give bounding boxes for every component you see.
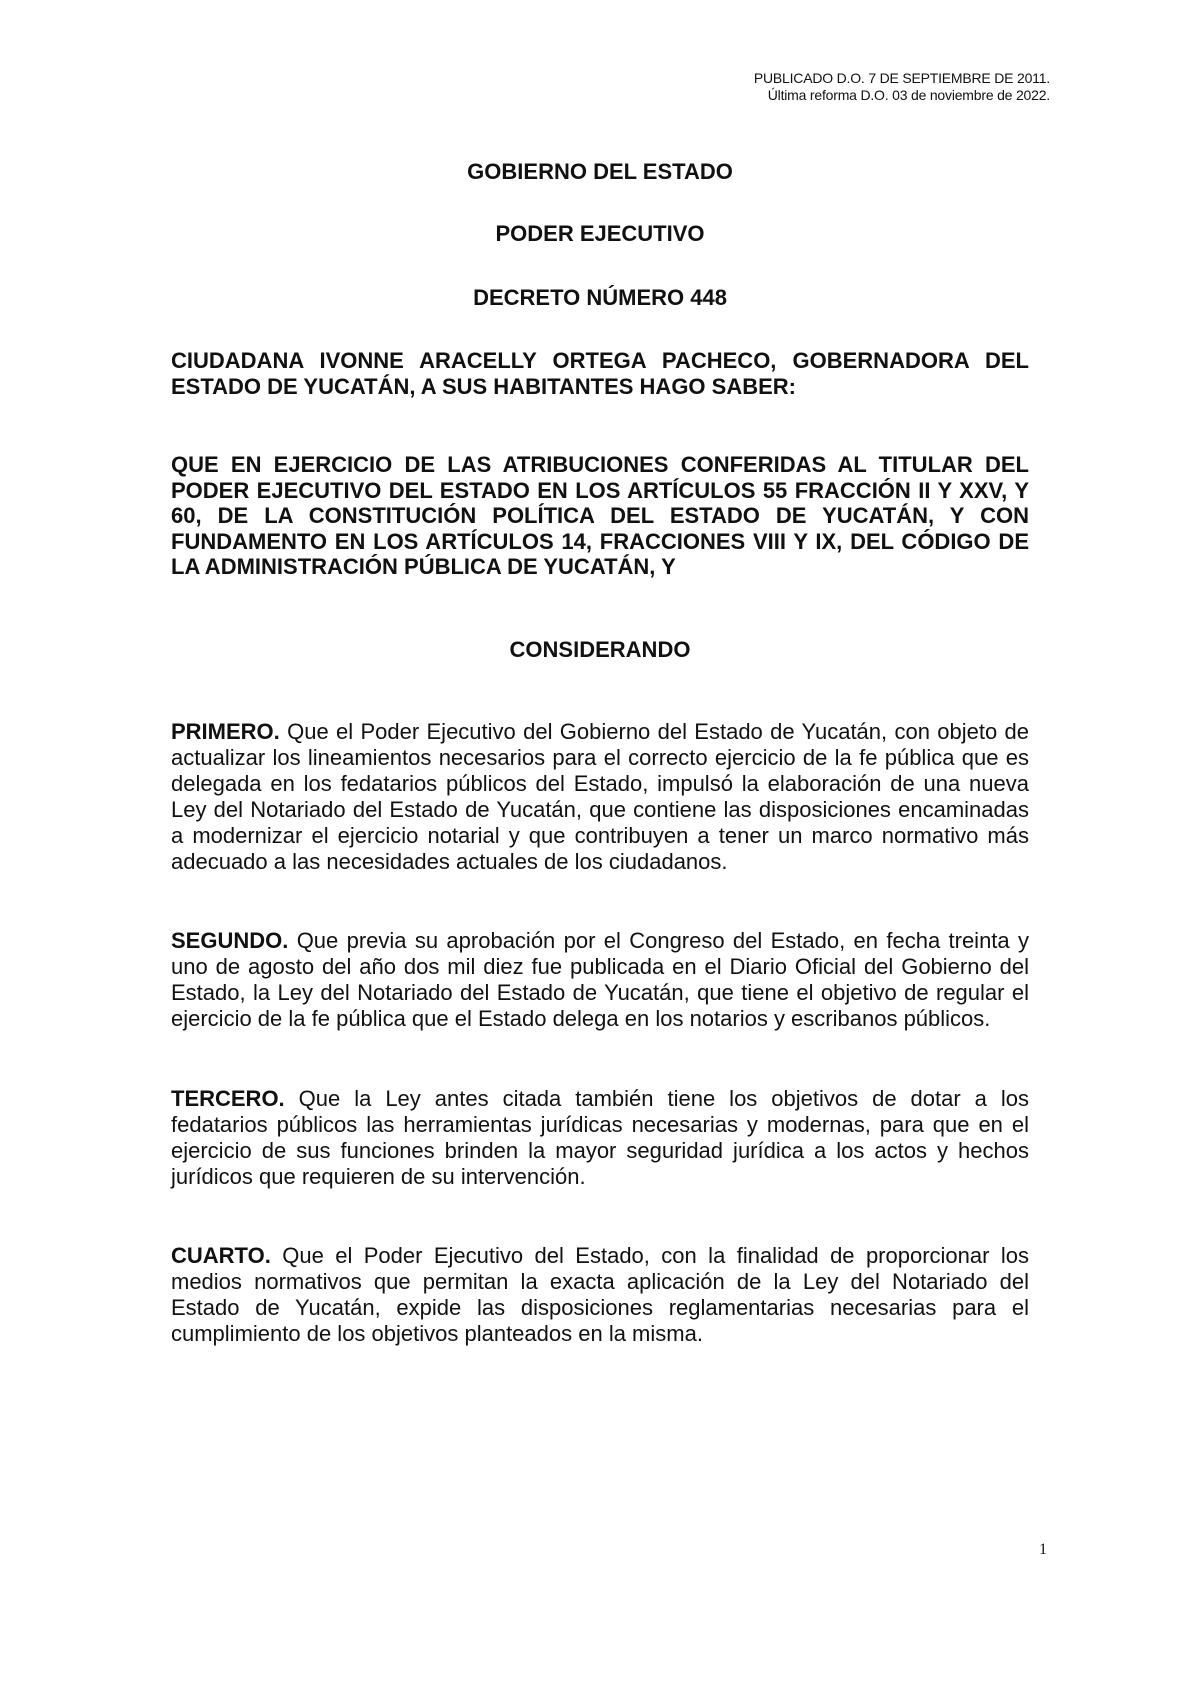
title-decreto: DECRETO NÚMERO 448 <box>473 285 727 310</box>
paragraph-lead: TERCERO. <box>171 1085 285 1111</box>
paragraph-lead: CUARTO. <box>171 1242 271 1268</box>
paragraph-lead: PRIMERO. <box>171 718 280 744</box>
intro-statement: CIUDADANA IVONNE ARACELLY ORTEGA PACHECO, GOBERNADORA DEL ESTADO DE YUCATÁN, A SUS HABITANTES HAGO SABER: <box>171 348 1029 399</box>
preamble-statement: QUE EN EJERCICIO DE LAS ATRIBUCIONES CONFERIDAS AL TITULAR DEL PODER EJECUTIVO DEL ESTADO EN LOS ARTÍCULOS 55 FRACCIÓN II Y XXV, Y 60, DE LA CONSTITUCIÓN POLÍTICA DEL ESTADO DE YUCATÁN, Y CON FUNDAMENTO EN LOS ARTÍCULOS 14, FRACCIONES VIII Y IX, DEL CÓDIGO DE LA ADMINISTRACIÓN PÚBLICA DE YUCATÁN, Y <box>171 452 1029 579</box>
paragraph-tercero <box>171 1086 1029 1190</box>
publication-header <box>754 70 1050 104</box>
paragraph-lead: SEGUNDO. <box>171 927 289 953</box>
paragraph-segundo <box>171 928 1029 1032</box>
paragraph-text: Que la Ley antes citada también tiene los objetivos de dotar a los fedatarios públicos las herramientas jurídicas necesarias y modernas, para que en el ejercicio de sus funciones brinden la mayor seguridad jurídica a los actos y hechos jurídicos que requieren de su intervención. <box>171 1085 1029 1189</box>
document-body <box>171 158 1029 1347</box>
considerando-heading: CONSIDERANDO <box>509 636 691 662</box>
paragraph-text: Que previa su aprobación por el Congreso del Estado, en fecha treinta y uno de agosto del año dos mil diez fue publicada en el Diario Oficial del Gobierno del Estado, la Ley del Notariado del Estado de Yucatán, que tiene el objetivo de regular el ejercicio de la fe pública que el Estado delega en los notarios y escribanos públicos. <box>171 927 1029 1031</box>
paragraph-text: Que el Poder Ejecutivo del Estado, con la finalidad de proporcionar los medios normativos que permitan la exacta aplicación de la Ley del Notariado del Estado de Yucatán, expide las disposiciones reglamentarias necesarias para el cumplimiento de los objetivos planteados en la misma. <box>171 1242 1029 1346</box>
publication-date: PUBLICADO D.O. 7 DE SEPTIEMBRE DE 2011. <box>753 70 1050 86</box>
title-poder-ejecutivo: PODER EJECUTIVO <box>495 221 705 246</box>
paragraph-cuarto <box>171 1243 1029 1347</box>
last-reform-date: Última reforma D.O. 03 de noviembre de 2022. <box>767 87 1050 103</box>
paragraph-primero <box>171 719 1029 875</box>
paragraph-text: Que el Poder Ejecutivo del Gobierno del Estado de Yucatán, con objeto de actualizar los lineamientos necesarios para el correcto ejercicio de la fe pública que es delegada en los fedatarios públicos del Estado, impulsó la elaboración de una nueva Ley del Notariado del Estado de Yucatán, que contiene las disposiciones encaminadas a modernizar el ejercicio notarial y que contribuyen a tener un marco normativo más adecuado a las necesidades actuales de los ciudadanos. <box>171 718 1029 874</box>
title-gobierno: GOBIERNO DEL ESTADO <box>467 159 733 184</box>
page-number: 1 <box>1039 1541 1047 1558</box>
